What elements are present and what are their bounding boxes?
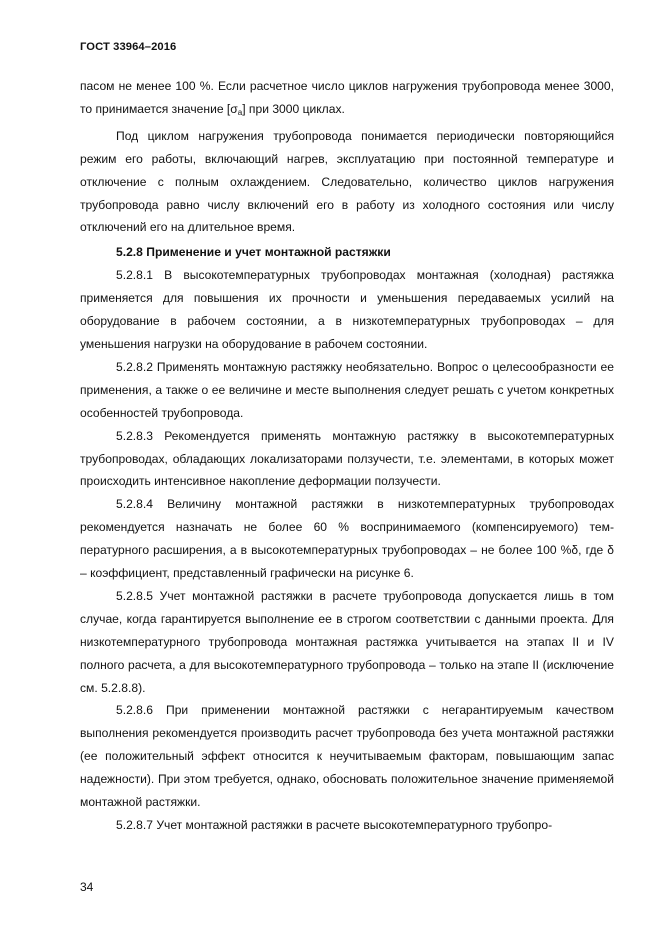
paragraph-text: ] при 3000 циклах. xyxy=(242,101,345,116)
paragraph-5-2-8-4: 5.2.8.4 Величину монтажной растяжки в низкотемпературных трубопроводах рекомендуется назначать не более 60 % воспринимаемого (компенсируемого) температурного расширения, а в высокотемпературных трубопроводах – не более 100 %δ, где δ – коэффициент, представленный графически на рисунке 6. xyxy=(80,497,614,581)
paragraph-5-2-8-7: 5.2.8.7 Учет монтажной растяжки в расчете высокотемпературного трубопро- xyxy=(116,818,553,832)
paragraph-load-cycle: Под циклом нагружения трубопровода понимается периодически повторяющийся режим его работы, включающий нагрев, эксплуатацию при постоянной температуре и отключение с полным охлаждением. Следовательно, количество циклов нагружения трубопровода равно числу включений его в работу из холодного состояния или числу отключений его на длительное время. xyxy=(80,128,614,235)
sigma-subscript: a xyxy=(237,107,243,117)
paragraph-continuation xyxy=(80,75,614,125)
page-number: 34 xyxy=(80,880,94,894)
section-heading: 5.2.8 Применение и учет монтажной растяжки xyxy=(116,245,391,260)
paragraph-5-2-8-2: 5.2.8.2 Применять монтажную растяжку необязательно. Вопрос о целесообразности ее применения, а также о ее величине и месте выполнения следует решать с учетом конкретных особенностей трубопровода. xyxy=(80,359,614,420)
sigma-symbol: σ xyxy=(230,101,238,116)
paragraph-5-2-8-1: 5.2.8.1 В высокотемпературных трубопроводах монтажная (холодная) растяжка применяется для повышения их прочности и уменьшения передаваемых усилий на оборудование в рабочем состоянии, а в низкотемпературных трубопроводах – для уменьшения нагрузки на оборудование в рабочем состоянии. xyxy=(80,268,614,351)
paragraph-5-2-8-3: 5.2.8.3 Рекомендуется применять монтажную растяжку в высокотемпературных трубопроводах, обладающих локализаторами ползучести, т.е. элементами, в которых может происходить интенсивное накопление деформации ползучести. xyxy=(80,428,614,489)
document-header: ГОСТ 33964–2016 xyxy=(80,41,177,53)
paragraph-text: пасом не менее 100 %. Если расчетное число циклов нагружения трубопровода менее 3000, то принимается значение [ xyxy=(80,79,614,116)
paragraph-5-2-8-6: 5.2.8.6 При применении монтажной растяжки с негарантируемым качеством выполнения рекомендуется производить расчет трубопровода без учета монтажной растяжки (ее положительный эффект относится к неучитываемым факторам, повышающим запас надежности). При этом требуется, однако, обосновать положительное значение применяемой монтажной растяжки. xyxy=(80,703,614,810)
paragraph-5-2-8-5: 5.2.8.5 Учет монтажной растяжки в расчете трубопровода допускается лишь в том случае, когда гарантируется выполнение ее в строгом соответствии с данными проекта. Для низкотемпературного трубопровода монтажная растяжка учитывается на этапах II и IV полного расчета, а для высокотемпературного трубопровода – только на этапе II (исключение см. 5.2.8.8). xyxy=(80,588,614,695)
document-body xyxy=(80,75,614,837)
